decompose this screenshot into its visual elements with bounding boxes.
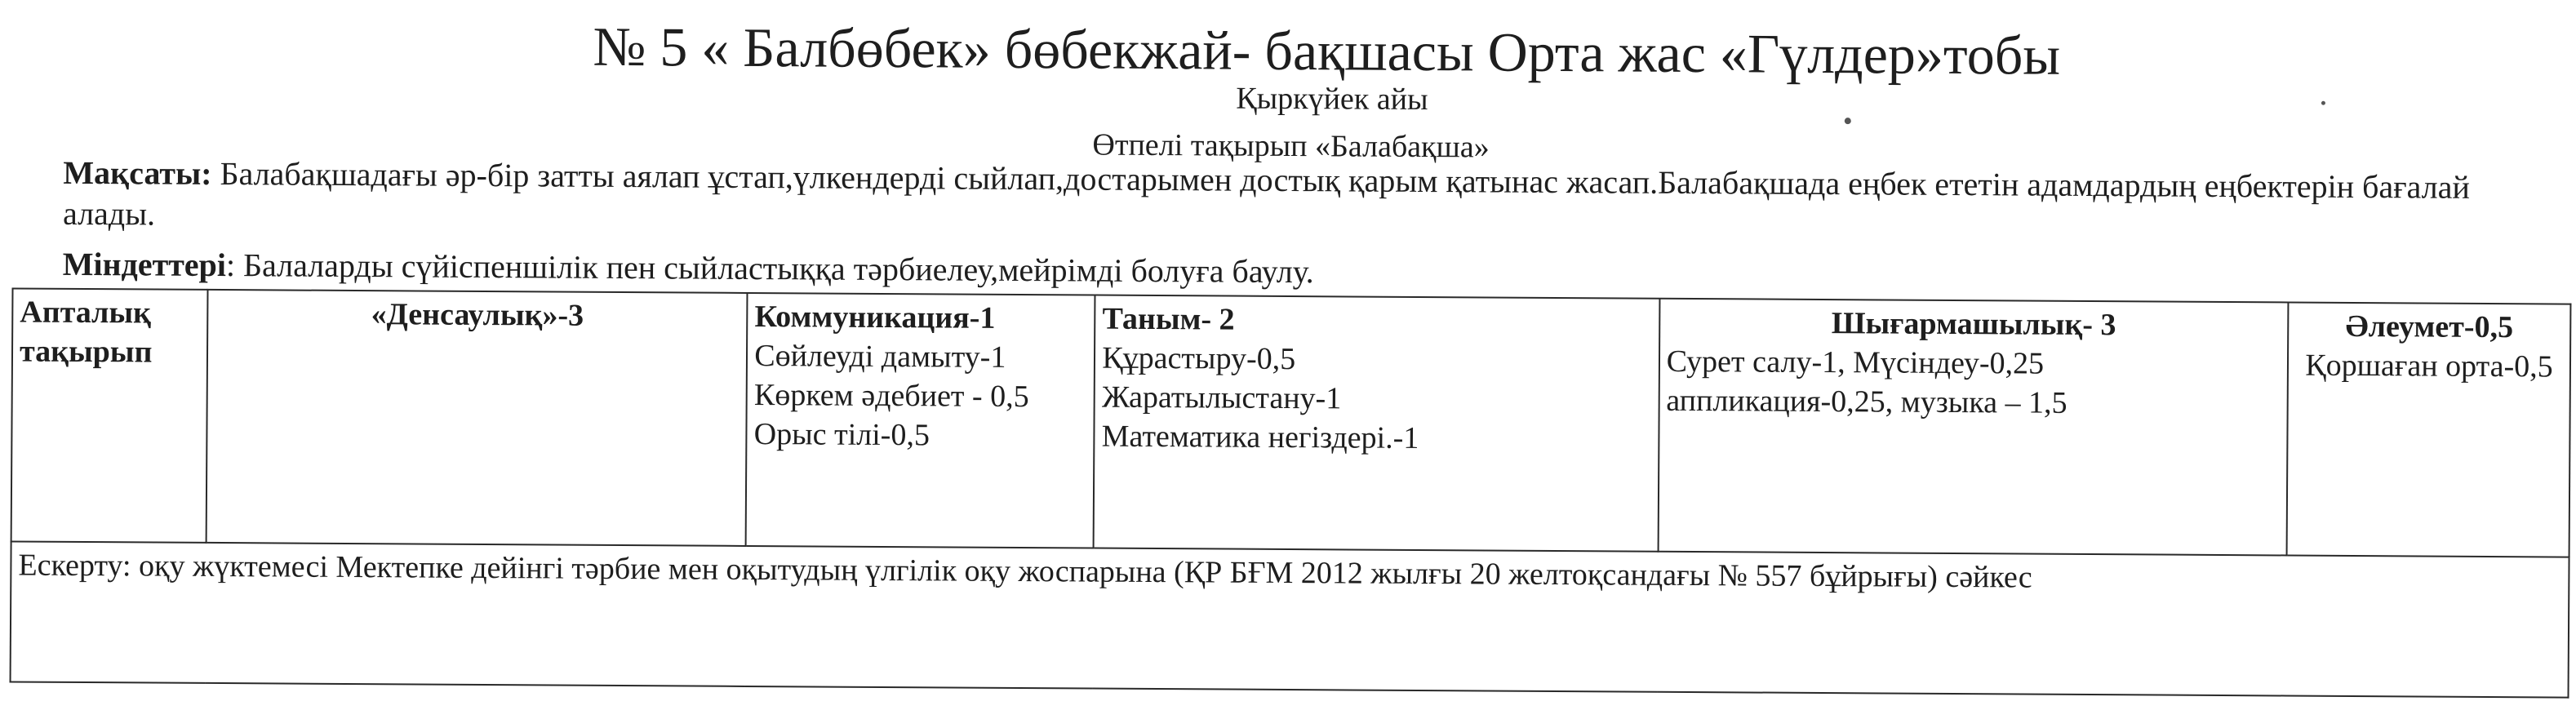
communication-item: Сөйлеуді дамыту-1 [754, 339, 1006, 375]
cognition-cell [1094, 295, 1659, 552]
note-cell: Ескерту: оқу жүктемесі Мектепке дейінгі тәрбие мен оқытудың үлгілік оқу жоспарына (ҚР БҒМ 2012 жылғы 20 желтоқсандағы № 557 бұйрығы) сәйкес [11, 541, 2569, 697]
social-header: Әлеумет-0,5 [2345, 309, 2514, 345]
month-line: Қыркүйек айы [1236, 81, 1428, 118]
tasks-label: Міндеттері [62, 245, 227, 284]
communication-item: Көркем әдебиет - 0,5 [753, 378, 1029, 415]
cognition-header: Таным- 2 [1102, 301, 1235, 337]
theme-line: Өтпелі тақырып «Балабақша» [1092, 127, 1490, 165]
social-cell [2287, 302, 2571, 557]
document-title: № 5 « Балбөбек» бөбекжай- бақшасы Орта жас «Гүлдер»тобы [593, 15, 2061, 87]
cognition-item: Математика негіздері.-1 [1101, 419, 1419, 455]
scan-speck [1845, 118, 1851, 124]
goal-text: Балабақшадағы әр-бір затты аялап ұстап,үлкендерді сыйлап,достарымен достық қарым қатынас жасап.Балабақшада еңбек ететін адамдардың еңбектерін бағалай алады. [62, 154, 2470, 233]
table-row [11, 288, 2571, 557]
creativity-item: Сурет салу-1, Мүсіндеу-0,25 [1666, 344, 2045, 381]
creativity-header: Шығармашылық- 3 [1831, 306, 2116, 343]
creativity-item: аппликация-0,25, музыка – 1,5 [1666, 383, 2067, 420]
health-cell: «Денсаулық»-3 [207, 290, 748, 546]
communication-header: Коммуникация-1 [754, 300, 996, 335]
weekly-topic-cell: Апталық тақырып [11, 288, 208, 542]
tasks-text: : Балаларды сүйіспеншілік пен сыйластыққа тәрбиелеу,мейрімді болуға баулу. [225, 246, 1314, 291]
cognition-item: Құрастыру-0,5 [1102, 340, 1296, 377]
scan-speck [2321, 101, 2325, 105]
goal-paragraph [63, 153, 2553, 250]
communication-item: Орыс тілі-0,5 [753, 417, 930, 453]
cognition-item: Жаратылыстану-1 [1101, 380, 1342, 416]
curriculum-table [10, 287, 2572, 698]
social-item: Қоршаған орта-0,5 [2305, 348, 2553, 384]
communication-cell [746, 293, 1095, 548]
table-row [11, 541, 2569, 697]
goal-label: Мақсаты: [63, 153, 212, 192]
creativity-cell [1658, 299, 2288, 556]
